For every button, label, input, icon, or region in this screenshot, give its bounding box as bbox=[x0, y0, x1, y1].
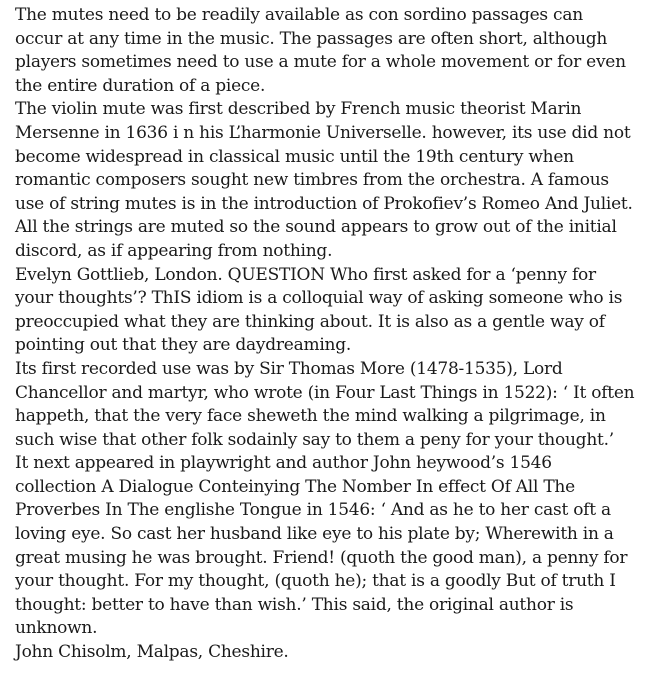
paragraph-signature: John Chisolm, Malpas, Cheshire. bbox=[15, 642, 289, 663]
paragraph-penny-question: Evelyn Gottlieb, London. QUESTION Who first asked for a ‘penny for your thoughts’? ThIS idiom is a colloquial way of asking someone who is preoccupied what they are thinking about. It is also as a gentle way of pointing out that they are daydreaming. bbox=[15, 264, 623, 356]
paragraph-john-heywood: It next appeared in playwright and author John heywood’s 1546 collection A Dialogue Conteinying The Nomber In effect Of All The Proverbes In The englishe Tongue in 1546: ‘ And as he to her cast oft a loving eye. So cast her husband like eye to his plate by; Wherewith in a great musing he was brought. Friend! (quoth the good man), a penny for your thought. For my thought, (quoth he); that is a goodly But of truth I thought: better to have than wish.’ This said, the original author is unknown. bbox=[15, 453, 628, 639]
paragraph-thomas-more: Its first recorded use was by Sir Thomas More (1478-1535), Lord Chancellor and martyr, who wrote (in Four Last Things in 1522): ‘ It often happeth, that the very face sheweth the mind walking a pilgrimage, in such wise that other folk sodainly say to them a peny for your thought.’ bbox=[15, 358, 635, 450]
paragraph-mutes-availability: The mutes need to be readily available as con sordino passages can occur at any time in the music. The passages are often short, although players sometimes need to use a mute for a whole movement or for even the entire duration of a piece. bbox=[15, 5, 626, 96]
paragraph-violin-mute-history: The violin mute was first described by French music theorist Marin Mersenne in 1636 i n his L’harmonie Universelle. however, its use did not become widespread in classical music until the 19th century when romantic composers sought new timbres from the orchestra. A famous use of string mutes is in the introduction of Prokofiev’s Romeo And Juliet. All the strings are muted so the sound appears to grow out of the initial discord, as if appearing from nothing. bbox=[15, 99, 633, 261]
article-body bbox=[15, 4, 635, 665]
